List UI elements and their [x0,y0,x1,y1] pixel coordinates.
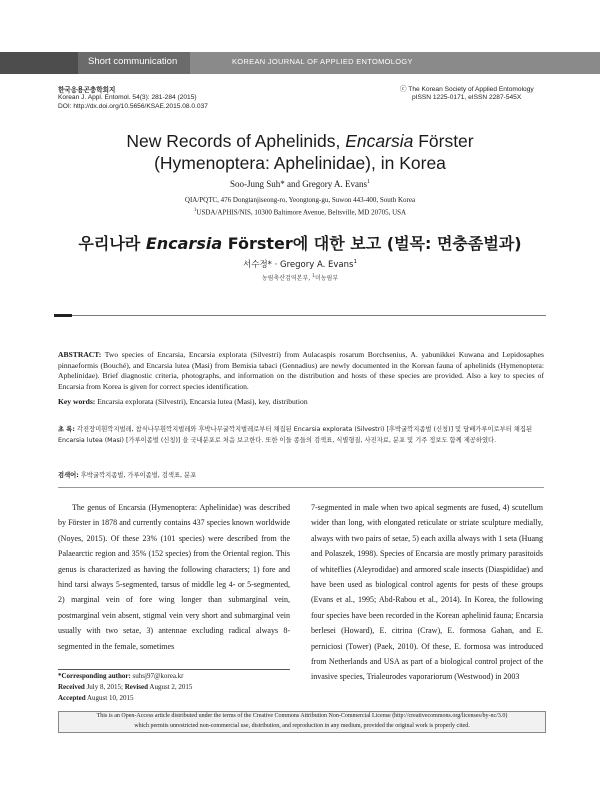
abstract-ko [58,424,544,446]
license-line-1: This is an Open-Access article distributed under the terms of the Creative Commons Attribution Non-Commercial License (http://creativecommons.org/licenses/by-nc/3.0) [96,713,508,719]
affiliations: QIA/PQTC, 476 Dongtanjiseong-ro, Yeongtong-gu, Suwon 443-400, South Korea $^1$USDA/APHIS/NIS, 10300 Baltimore Avenue, Beltsville, MD 20705, USA [184,196,416,216]
body-column-left: The genus of Encarsia (Hymenoptera: Aphelinidae) was described by Förster in 1878 and currently contains 437 species known worldwide (Noyes, 2015). Of these 23% (101 species) were described from the Palaearctic region and 35% (152 species) from the Oriental region. This genus is characterized as having the following characters; 1) fore and hind tarsi always 5-segmented, tarsus of middle leg 4- or 5-segmented, 2) marginal vein of fore wing longer than submarginal vein, postmarginal vein absent, stigmal vein very short and submarginal vein usually with two setae, 3) antennae excluding radical always 8-segmented in the female, sometimes [58,503,290,651]
footnotes: *Corresponding author: suhsj97@korea.kr Received July 8, 2015; Revised August 2, 2015 Accepted August 10, 2015 [58,672,193,702]
header-band-dark [0,52,78,74]
article-title: New Records of Aphelinids, Encarsia Förster (Hymenoptera: Aphelinidae), in Korea [126,131,474,173]
keywords-text: Encarsia explorata (Silvestri), Encarsia lutea (Masi), key, distribution [95,396,308,406]
abstract-label: ABSTRACT: [58,350,102,359]
license-box [58,711,546,733]
body-column-right: 7-segmented in male when two apical segments are fused, 4) scutellum wider than long, with elongated reticulate or striate sculpture medially, always with two pairs of setae, 5) each axilla always with 1 seta (Huang and Polaszek, 1998). Species of Encarsia are mostly primary parasitoids of whiteflies (Aleyrodidae) and armored scale insects (Diaspididae) and have been used as biological control agents for pests of these groups (Evans et al., 1995; Abd-Rabou et al., 2014). In Korea, the following four species have been recorded in the Korean aphelinid fauna; Encarsia berlesei (Howard), E. citrina (Craw), E. formosa Gahan, and E. perniciosi (Tower) (Paek, 2010). Of these, E. formosa was introduced from Netherlands and USA as part of a biological control project of the invasive species, Trialeurodes vaporariorum (Westwood) in 2003 [311,503,543,682]
keywords-label: Key words: [58,396,96,406]
abstract-divider [58,487,544,488]
keywords-ko [58,470,544,479]
citation-block [58,86,208,111]
authors-en: Soo-Jung Suh* and Gregory A. Evans$^1$ [230,179,370,189]
abstract [58,350,544,408]
section-label: Short communication [88,56,178,67]
journal-name-band: KOREAN JOURNAL OF APPLIED ENTOMOLOGY [232,57,413,66]
keywords-ko-text: 후박굴깍지좀벌, 가루이좀벌, 검색표, 분포 [78,472,197,479]
keywords-ko-label: 검색어: [58,472,79,479]
abstract-text: Two species of Encarsia, Encarsia explorata (Silvestri) from Aulacaspis rosarum Borchsenius, A. yabunikkei Kuwana and Lepidosaphes pinnaeformis (Bouché), and Encarsia lutea (Masi) from Bemisia tabaci (Gennadius) are newly documented in the Korean fauna of aphelinids (Hymenoptera: Aphelinidae). Brief diagnostic criteria, photographs, and information on the distribution and hosts of these species are provided. Also a key to species of Encarsia from Korea is given for correct species identification. [58,350,544,392]
doi-link[interactable]: DOI: http://dx.doi.org/10.5656/KSAE.2015.08.0.037 [58,102,208,110]
affiliations-ko: 농림축산검역본부, $^1$미농림부 [261,274,339,282]
copyright: ⓒ The Korean Society of Applied Entomology [400,86,534,93]
divider [72,315,546,316]
journal-name-ko: 한국응용곤충학회지 [58,86,116,94]
article-title-ko: 우리나라 Encarsia Förster에 대한 보고 (벌목: 면충좀벌과) [78,234,522,253]
license-line-2: which permits unrestricted non-commercial use, distribution, and reproduction in any medium, provided the original work is properly cited. [134,722,470,729]
abstract-ko-label: 초 록: [58,426,75,433]
footnote-rule [58,669,290,670]
corresponding-email[interactable]: suhsj97@korea.kr [130,672,184,680]
citation: Korean J. Appl. Entomol. 54(3): 281-284 (2015) [58,94,197,102]
abstract-ko-text: 각진장미흰깍지벌레, 참식나무흰깍지벌레와 후박나무굴깍지벌레로부터 채집된 Encarsia explorata (Silvestri) [후박굴깍지좀벌 (신칭)] 및 담배가루이로부터 채집된 Encarsia lutea (Masi) [가루이좀벌 (신칭)] 을 국내분포로 처음 보고한다. 또한 이들 종들의 검색표, 식별형질, 사진자료, 분포 및 기주 정보도 함께 제공하였다. [58,426,533,444]
divider-accent [54,314,72,317]
issn: pISSN 1225-0171, eISSN 2287-545X [412,94,522,102]
authors-ko: 서수정* · Gregory A. Evans$^1$ [243,259,357,270]
issn-block [400,86,534,103]
